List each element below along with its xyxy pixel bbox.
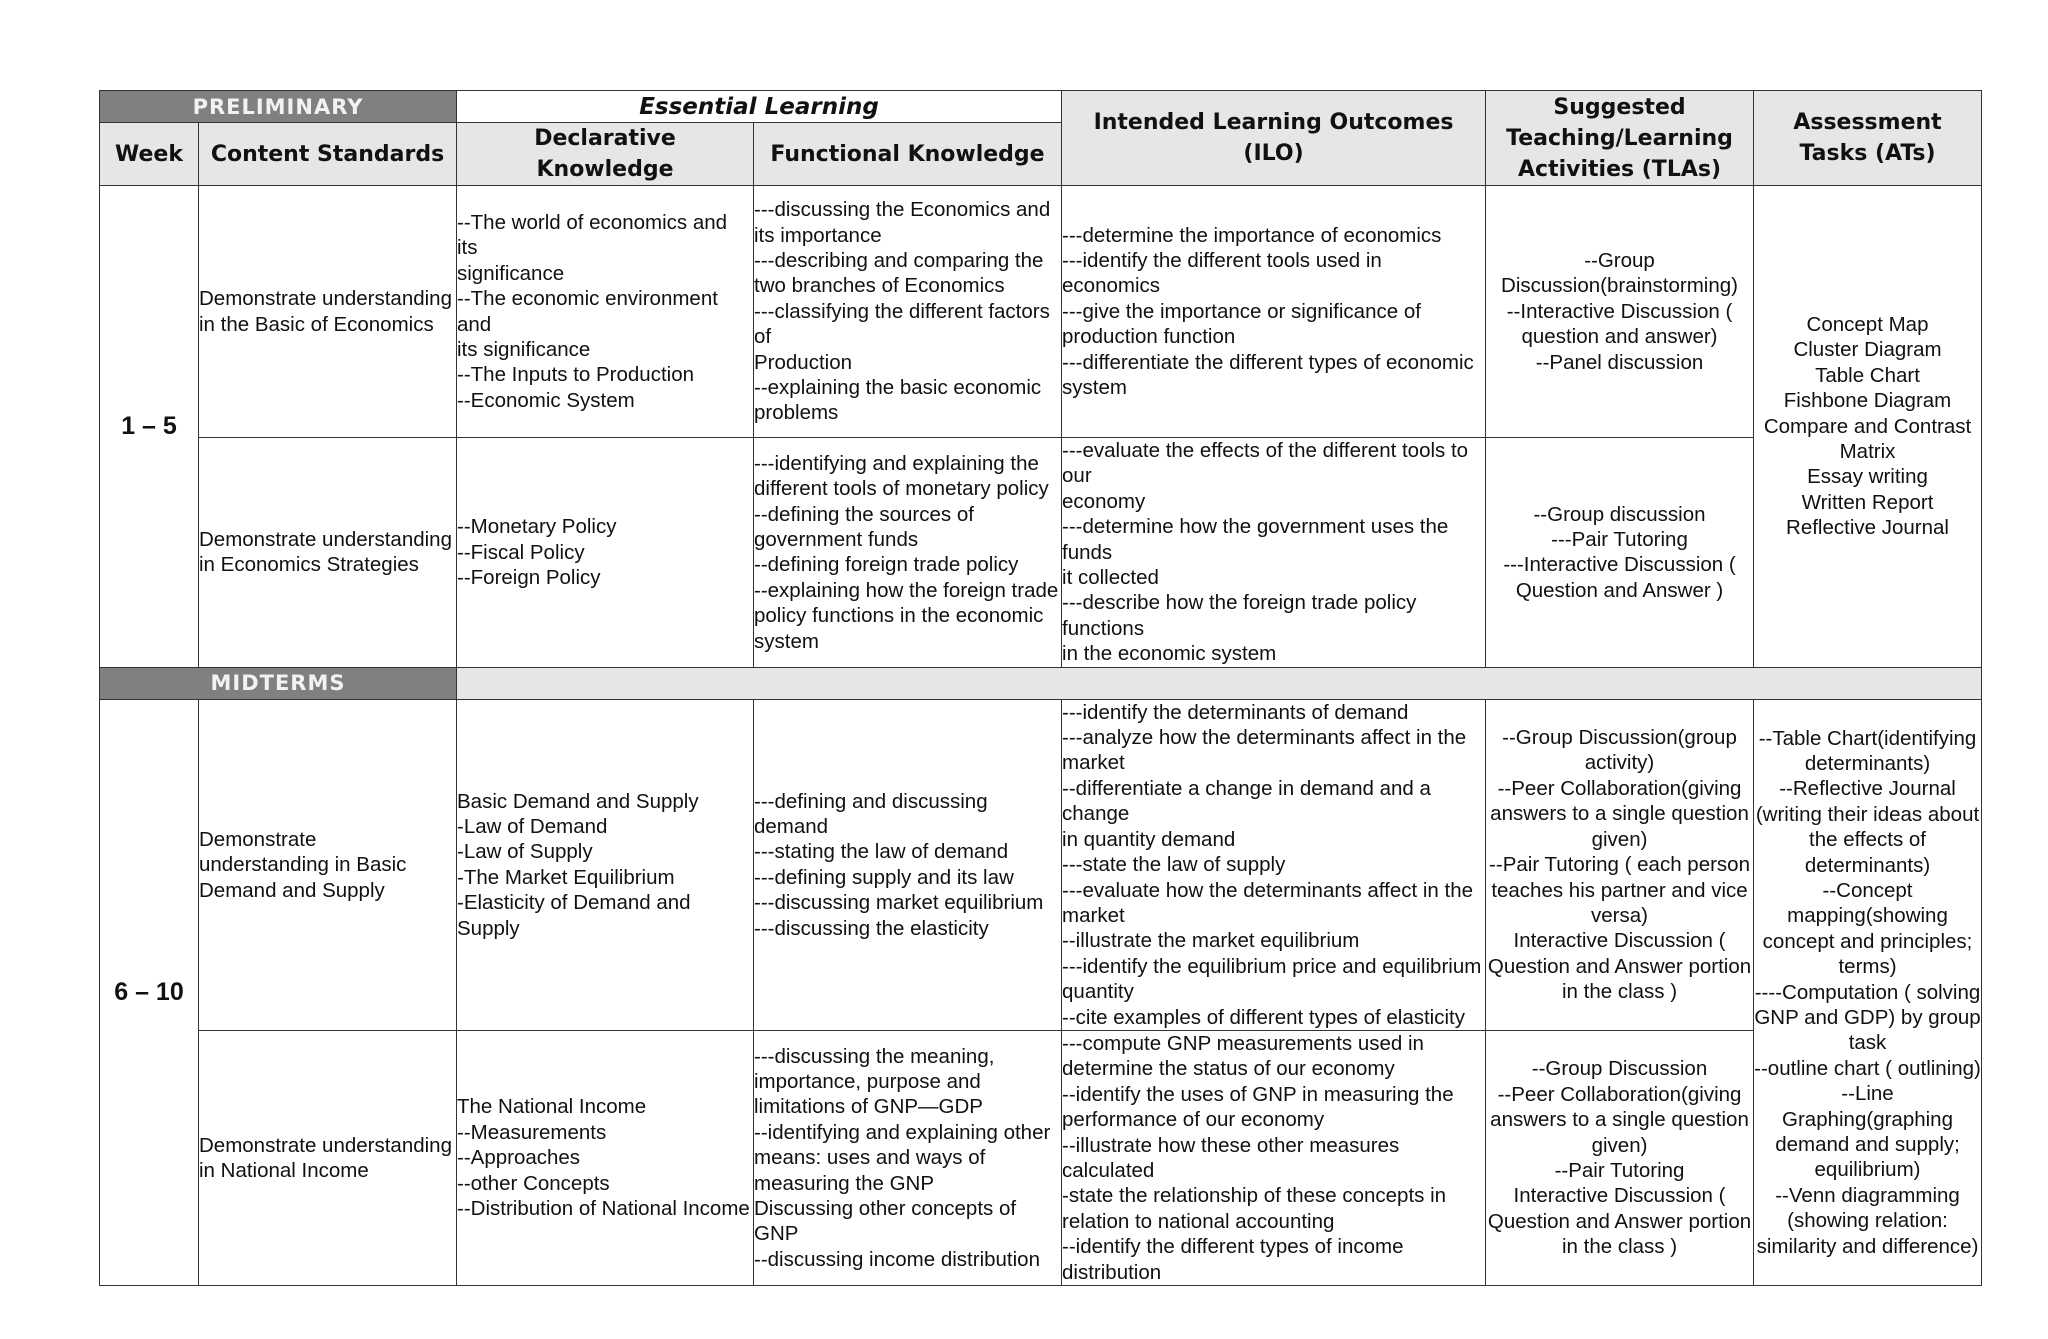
week-number: 6 – 10	[100, 699, 199, 1285]
tla-cell: --Group Discussion(group activity) --Peer Collaboration(giving answers to a single question given) --Pair Tutoring ( each person teaches his partner and vice versa) Interactive Discussion ( Question and Answer portion in the class )	[1486, 699, 1754, 1030]
tla-header: Suggested Teaching/Learning Activities (TLAs)	[1486, 91, 1754, 186]
declarative-knowledge-cell: The National Income --Measurements --Approaches --other Concepts --Distribution of National Income	[457, 1030, 754, 1285]
midterms-section-label: MIDTERMS	[100, 667, 457, 699]
functional-knowledge-cell: ---discussing the meaning, importance, purpose and limitations of GNP—GDP --identifying and explaining other means: uses and ways of measuring the GNP Discussing other concepts of GNP --discussing income distribution	[754, 1030, 1062, 1285]
declarative-knowledge-cell: --The world of economics and its significance --The economic environment and its significance --The Inputs to Production --Economic System	[457, 186, 754, 438]
functional-knowledge-cell: ---discussing the Economics and its importance ---describing and comparing the two branches of Economics ---classifying the different factors of Production --explaining the basic economic problems	[754, 186, 1062, 438]
content-standards-header: Content Standards	[199, 123, 457, 186]
functional-knowledge-header: Functional Knowledge	[754, 123, 1062, 186]
declarative-knowledge-header: Declarative Knowledge	[457, 123, 754, 186]
ilo-header: Intended Learning Outcomes (ILO)	[1062, 91, 1486, 186]
assessment-cell: --Table Chart(identifying determinants) --Reflective Journal (writing their ideas about the effects of determinants) --Concept mapping(showing concept and principles; terms) ----Computation ( solving GNP and GDP) by group task --outline chart ( outlining) --Line Graphing(graphing demand and supply; equilibrium) --Venn diagramming (showing relation: similarity and difference)	[1754, 699, 1982, 1285]
ilo-cell: ---evaluate the effects of the different tools to our economy ---determine how the government uses the funds it collected ---describe how the foreign trade policy functions in the economic system	[1062, 438, 1486, 668]
assessment-header: Assessment Tasks (ATs)	[1754, 91, 1982, 186]
midterms-section-row	[100, 667, 1982, 699]
tla-cell: --Group discussion ---Pair Tutoring ---Interactive Discussion ( Question and Answer )	[1486, 438, 1754, 668]
ilo-cell: ---determine the importance of economics ---identify the different tools used in economics ---give the importance or significance of production function ---differentiate the different types of economic system	[1062, 186, 1486, 438]
content-standard-cell: Demonstrate understanding in Economics Strategies	[199, 438, 457, 668]
section-divider	[457, 667, 1982, 699]
ilo-cell: ---identify the determinants of demand ---analyze how the determinants affect in the market --differentiate a change in demand and a change in quantity demand ---state the law of supply ---evaluate how the determinants affect in the market --illustrate the market equilibrium ---identify the equilibrium price and equilibrium quantity --cite examples of different types of elasticity	[1062, 699, 1486, 1030]
week-header: Week	[100, 123, 199, 186]
ilo-cell: ---compute GNP measurements used in determine the status of our economy --identify the uses of GNP in measuring the performance of our economy --illustrate how these other measures calculated -state the relationship of these concepts in relation to national accounting --identify the different types of income distribution	[1062, 1030, 1486, 1285]
table-row	[100, 1030, 1982, 1285]
functional-knowledge-cell: ---identifying and explaining the different tools of monetary policy --defining the sources of government funds --defining foreign trade policy --explaining how the foreign trade policy functions in the economic system	[754, 438, 1062, 668]
content-standard-cell: Demonstrate understanding in Basic Demand and Supply	[199, 699, 457, 1030]
tla-cell: --Group Discussion(brainstorming) --Interactive Discussion ( question and answer) --Panel discussion	[1486, 186, 1754, 438]
week-number: 1 – 5	[100, 186, 199, 668]
syllabus-table	[99, 90, 1982, 1286]
preliminary-section-label: PRELIMINARY	[100, 91, 457, 123]
header-row-1	[100, 91, 1982, 123]
table-row	[100, 699, 1982, 1030]
tla-cell: --Group Discussion --Peer Collaboration(giving answers to a single question given) --Pair Tutoring Interactive Discussion ( Question and Answer portion in the class )	[1486, 1030, 1754, 1285]
essential-learning-header: Essential Learning	[457, 91, 1062, 123]
table-row	[100, 186, 1982, 438]
declarative-knowledge-cell: Basic Demand and Supply -Law of Demand -Law of Supply -The Market Equilibrium -Elasticity of Demand and Supply	[457, 699, 754, 1030]
table-row	[100, 438, 1982, 668]
functional-knowledge-cell: ---defining and discussing demand ---stating the law of demand ---defining supply and its law ---discussing market equilibrium ---discussing the elasticity	[754, 699, 1062, 1030]
declarative-knowledge-cell: --Monetary Policy --Fiscal Policy --Foreign Policy	[457, 438, 754, 668]
assessment-cell: Concept Map Cluster Diagram Table Chart Fishbone Diagram Compare and Contrast Matrix Essay writing Written Report Reflective Journal	[1754, 186, 1982, 668]
content-standard-cell: Demonstrate understanding in National Income	[199, 1030, 457, 1285]
content-standard-cell: Demonstrate understanding in the Basic of Economics	[199, 186, 457, 438]
